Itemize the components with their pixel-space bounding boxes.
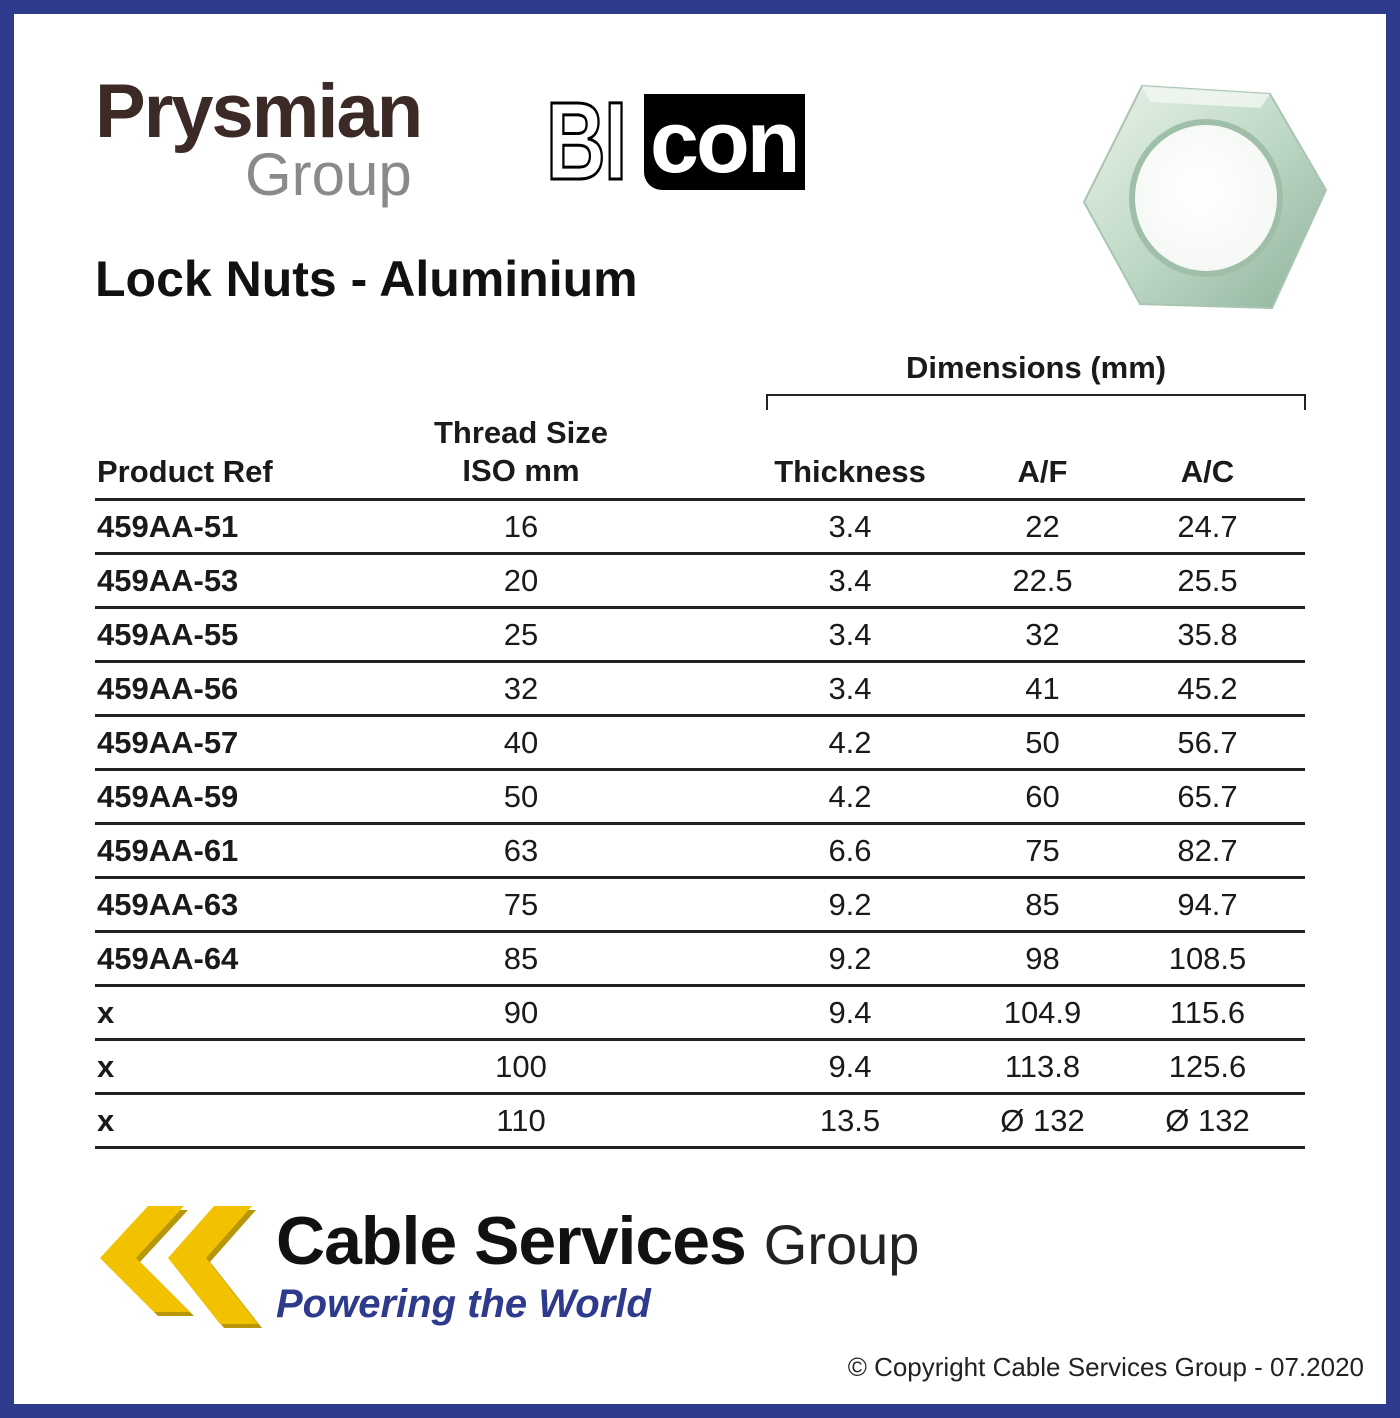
cell-product-ref: 459AA-56 (97, 671, 239, 706)
cell-ac: 65.7 (1177, 779, 1238, 814)
cell-product-ref: 459AA-57 (97, 725, 239, 760)
cell-thread-size: 90 (503, 995, 539, 1030)
company-name: Cable Services (276, 1203, 746, 1279)
header-ac: A/C (1180, 454, 1235, 489)
prysmian-logo-name: Prysmian (95, 69, 422, 154)
header-thickness: Thickness (774, 454, 926, 489)
cell-thickness: 9.4 (828, 995, 872, 1030)
cell-thickness: 6.6 (828, 833, 872, 868)
cell-product-ref: 459AA-55 (97, 617, 239, 652)
cell-af: 60 (1025, 779, 1060, 814)
cell-ac: 24.7 (1177, 509, 1238, 544)
cell-af: 98 (1025, 941, 1060, 976)
cell-ac: 94.7 (1177, 887, 1238, 922)
cell-product-ref: 459AA-63 (97, 887, 239, 922)
table-row (95, 825, 1305, 879)
cell-af: 113.8 (1004, 1049, 1081, 1084)
table-row (95, 717, 1305, 771)
table-row (95, 1095, 1305, 1149)
cell-ac: 56.7 (1177, 725, 1238, 760)
cell-thickness: 9.2 (828, 887, 872, 922)
cell-product-ref: x (97, 1103, 115, 1138)
prysmian-logo (95, 69, 422, 208)
cell-thread-size: 20 (503, 563, 539, 598)
cell-ac: 45.2 (1177, 671, 1238, 706)
cell-thread-size: 85 (503, 941, 539, 976)
cell-thread-size: 16 (503, 509, 539, 544)
table-row (95, 987, 1305, 1041)
cell-thread-size: 40 (503, 725, 539, 760)
cell-ac: 108.5 (1168, 941, 1247, 976)
cell-ac: 125.6 (1168, 1049, 1247, 1084)
cell-ac: 35.8 (1177, 617, 1238, 652)
header-thread-size (421, 414, 621, 490)
cell-af: 50 (1025, 725, 1060, 760)
cell-ac: 25.5 (1177, 563, 1238, 598)
cell-af: 104.9 (1003, 995, 1082, 1030)
copyright-notice: © Copyright Cable Services Group - 07.2020 (847, 1352, 1364, 1382)
cable-services-logo-text (276, 1202, 919, 1280)
cell-thread-size: 75 (503, 887, 539, 922)
bicon-logo-bi: BI (546, 80, 626, 203)
table-body (95, 501, 1305, 1149)
cell-product-ref: 459AA-64 (97, 941, 239, 976)
cell-ac: 82.7 (1177, 833, 1238, 868)
cell-thickness: 9.4 (828, 1049, 872, 1084)
cell-thread-size: 63 (503, 833, 539, 868)
cell-ac: Ø 132 (1165, 1103, 1250, 1138)
cell-thread-size: 32 (503, 671, 539, 706)
cell-thread-size: 25 (503, 617, 539, 652)
cell-af: 32 (1025, 617, 1060, 652)
prysmian-logo-group: Group (245, 141, 412, 208)
company-tagline: Powering the World (276, 1282, 651, 1326)
company-group: Group (763, 1213, 920, 1276)
bicon-logo-con: con (644, 94, 805, 190)
table-row (95, 933, 1305, 987)
cell-thickness: 3.4 (828, 509, 872, 544)
cell-product-ref: 459AA-61 (97, 833, 239, 868)
cell-thickness: 3.4 (828, 563, 872, 598)
cell-af: 41 (1025, 671, 1060, 706)
document-page (14, 14, 1386, 1404)
product-table (95, 410, 1305, 1149)
cell-af: 22.5 (1012, 563, 1073, 598)
cell-thickness: 4.2 (828, 725, 872, 760)
cell-product-ref: x (97, 995, 115, 1030)
cell-thickness: 3.4 (828, 671, 872, 706)
cell-thread-size: 50 (503, 779, 539, 814)
table-row (95, 609, 1305, 663)
cell-thickness: 4.2 (828, 779, 872, 814)
dimensions-bracket (766, 394, 1306, 410)
table-header (95, 410, 1305, 501)
table-row (95, 879, 1305, 933)
cell-product-ref: 459AA-51 (97, 509, 239, 544)
header-thread-line2: ISO mm (462, 453, 580, 488)
cell-af: Ø 132 (1000, 1103, 1085, 1138)
cell-thickness: 3.4 (828, 617, 872, 652)
table-row (95, 1041, 1305, 1095)
cell-af: 22 (1025, 509, 1060, 544)
cell-af: 85 (1025, 887, 1060, 922)
cell-product-ref: 459AA-53 (97, 563, 239, 598)
cell-product-ref: 459AA-59 (97, 779, 239, 814)
dimensions-group-header: Dimensions (mm) (906, 350, 1167, 385)
cable-services-logo-icon (96, 1204, 276, 1334)
cell-ac: 115.6 (1169, 995, 1246, 1030)
cell-thread-size: 110 (496, 1103, 546, 1138)
bicon-logo (546, 80, 805, 203)
header-product-ref: Product Ref (97, 454, 273, 489)
page-title: Lock Nuts - Aluminium (95, 251, 638, 307)
table-row (95, 501, 1305, 555)
cell-thread-size: 100 (495, 1049, 547, 1084)
cell-thickness: 9.2 (828, 941, 872, 976)
cell-thickness: 13.5 (819, 1103, 881, 1138)
header-af: A/F (1017, 454, 1068, 489)
lock-nut-image (1080, 72, 1330, 322)
table-row (95, 555, 1305, 609)
table-row (95, 663, 1305, 717)
cell-product-ref: x (97, 1049, 115, 1084)
cell-af: 75 (1025, 833, 1060, 868)
table-row (95, 771, 1305, 825)
header-thread-line1: Thread Size (434, 415, 608, 450)
